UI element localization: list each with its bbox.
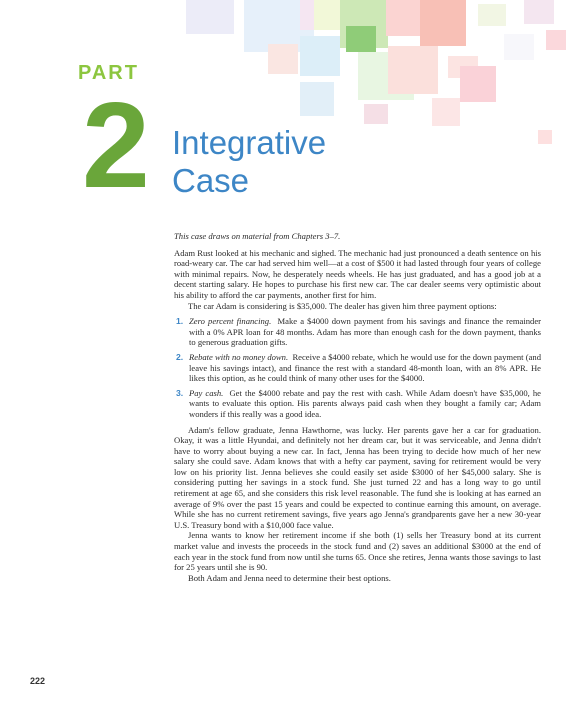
chapter-title <box>172 124 326 200</box>
option-text: Receive a $4000 rebate, which he would use for the down payment (and leave his savings intact), and finance the rest with a standard 48-month loan, with an 8% APR. He likes this option, as he could think of many other uses for the $4000. <box>189 351 542 384</box>
option-number: 3. <box>176 387 184 398</box>
page-number: 222 <box>30 676 46 686</box>
title-line-2: Case <box>172 162 250 199</box>
paragraph-3: Adam's fellow graduate, Jenna Hawthorne, was lucky. Her parents gave her a car for graduation. Okay, it was a little Hyundai, and definitely not her dream car, but it was serviceable, and Jenna didn't have to worry about buying a new car. In fact, Jenna has been trying to decide how much of her new salary she could save. Adam knows that with a hefty car payment, saving for retirement would be very low on his priority list. Jenna believes she could easily set aside $3000 of her $45,000 salary. She is considering putting her savings in a stock fund. She just turned 22 and has a long way to go until retirement at age 65, and she considers this risk level reasonable. The fund she is looking at has earned an average of 9% over the past 15 years and could be expected to continue earning this amount, on average. While she has no current retirement savings, five years ago Jenna's grandparents gave her a new 30-year U.S. Treasury bond with a $10,000 face value. <box>174 424 541 530</box>
list-item <box>174 316 541 348</box>
list-item <box>174 352 541 384</box>
option-number: 1. <box>176 316 184 327</box>
payment-options-list <box>174 316 541 419</box>
option-title: Rebate with no money down. <box>189 351 289 362</box>
option-title: Zero percent financing. <box>189 316 272 327</box>
paragraph-2: The car Adam is considering is $35,000. The dealer has given him three payment options: <box>188 300 497 311</box>
option-text: Get the $4000 rebate and pay the rest with cash. While Adam doesn't have $35,000, he wants to evaluate this option. His parents always paid cash when they bought a family car; Adam wonders if this really was a good idea. <box>189 387 541 419</box>
list-item <box>174 388 541 420</box>
part-label: PART <box>78 62 139 84</box>
part-number: 2 <box>82 77 150 213</box>
intro-note: This case draws on material from Chapters 3–7. <box>174 231 341 241</box>
paragraph-5: Both Adam and Jenna need to determine their best options. <box>188 572 391 583</box>
case-body <box>174 231 541 583</box>
paragraph-1: Adam Rust looked at his mechanic and sighed. The mechanic had just pronounced a death sentence on his road-weary car. The car had served him well—at a cost of $500 it had lasted through four years of college with minimal repairs. Now, he desperately needs wheels. He has just graduated, and has a good job at a decent starting salary. He hopes to purchase his first new car. The car dealer seems very optimistic about his ability to afford the car payments, another first for him. <box>174 247 541 300</box>
title-line-1: Integrative <box>172 124 327 161</box>
option-title: Pay cash. <box>189 387 224 398</box>
option-number: 2. <box>176 351 184 362</box>
option-text: Make a $4000 down payment from his savings and finance the remainder with a 0% APR loan for 48 months. Adam has more than enough cash for the down payment, thanks to generous graduation gifts. <box>189 316 541 348</box>
paragraph-4: Jenna wants to know her retirement income if she both (1) sells her Treasury bond at its current market value and invests the proceeds in the stock fund and (2) saves an additional $3000 at the end of each year in the stock fund from now until she turns 65. Once she retires, Jenna wants those savings to last for 25 years until she is 90. <box>174 530 541 573</box>
